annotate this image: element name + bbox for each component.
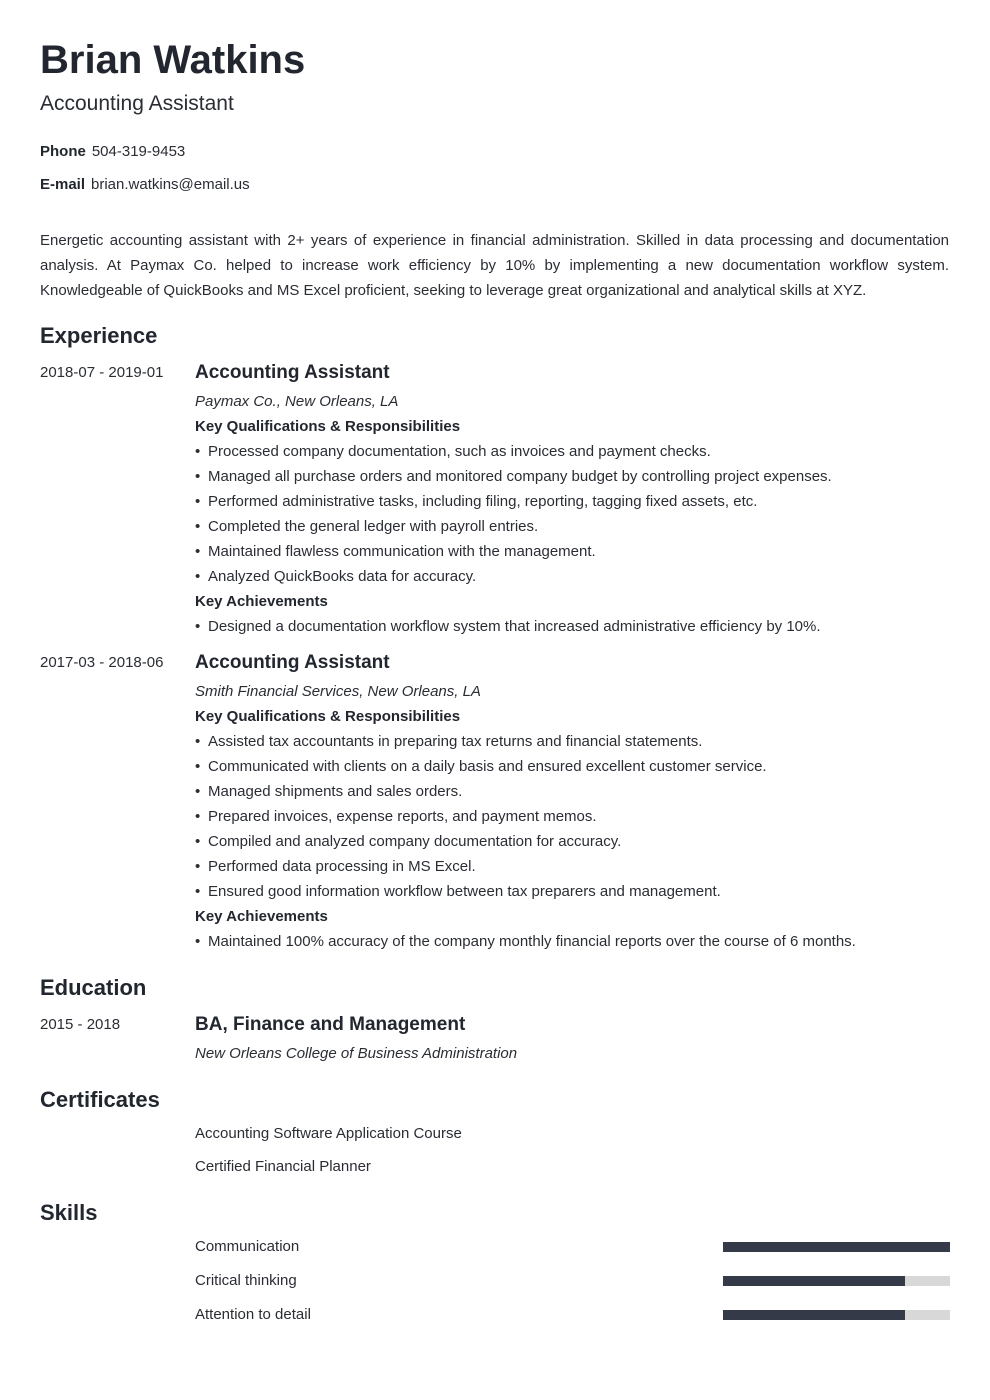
contact-phone [40, 142, 185, 162]
section-heading-experience: Experience [40, 323, 158, 348]
job-dates: 2017-03 - 2018-06 [40, 654, 164, 671]
list-item: • Compiled and analyzed company documentation for accuracy. [195, 833, 622, 850]
certificate-item: Accounting Software Application Course [195, 1125, 462, 1142]
list-item: • Communicated with clients on a daily basis and ensured excellent customer service. [195, 758, 767, 775]
list-item: • Maintained flawless communication with the management. [195, 543, 596, 560]
phone-label: Phone [40, 143, 86, 160]
phone-value: 504-319-9453 [91, 143, 186, 160]
list-item: • Maintained 100% accuracy of the company monthly financial reports over the course of 6 months. [195, 933, 856, 950]
qualifications-heading: Key Qualifications & Responsibilities [195, 418, 461, 435]
skill-label: Attention to detail [195, 1306, 311, 1323]
profile-summary: Energetic accounting assistant with 2+ years of experience in financial administration. Skilled in data processing and documentation analysis. At Paymax Co. helped to increase work efficiency by 10% by implementing a new documentation workflow system. Knowledgeable of QuickBooks and MS Excel proficient, seeking to leverage great organizational and analytical skills at XYZ. [40, 232, 949, 299]
education-dates: 2015 - 2018 [40, 1016, 121, 1033]
job-company: Paymax Co., New Orleans, LA [195, 393, 399, 410]
skill-level-bar [723, 1310, 950, 1320]
skill-level-fill [723, 1310, 905, 1320]
candidate-title: Accounting Assistant [40, 92, 234, 115]
list-item: • Completed the general ledger with payroll entries. [195, 518, 539, 535]
skill-level-fill [723, 1276, 905, 1286]
list-item: • Prepared invoices, expense reports, and payment memos. [195, 808, 597, 825]
skill-level-fill [723, 1242, 950, 1252]
list-item: • Analyzed QuickBooks data for accuracy. [195, 568, 477, 585]
job-title: Accounting Assistant [195, 362, 390, 383]
education-school: New Orleans College of Business Administration [195, 1045, 518, 1062]
candidate-name: Brian Watkins [40, 38, 306, 82]
email-label: E-mail [40, 176, 86, 193]
skill-label: Critical thinking [195, 1272, 297, 1289]
education-degree: BA, Finance and Management [195, 1014, 466, 1035]
qualifications-heading: Key Qualifications & Responsibilities [195, 708, 461, 725]
job-dates: 2018-07 - 2019-01 [40, 364, 164, 381]
list-item: • Managed shipments and sales orders. [195, 783, 463, 800]
section-heading-education: Education [40, 975, 147, 1000]
list-item: • Ensured good information workflow between tax preparers and management. [195, 883, 721, 900]
list-item: • Assisted tax accountants in preparing tax returns and financial statements. [195, 733, 703, 750]
achievements-heading: Key Achievements [195, 908, 328, 925]
contact-email [40, 175, 250, 195]
section-heading-certificates: Certificates [40, 1087, 160, 1112]
skill-label: Communication [195, 1238, 300, 1255]
list-item: • Processed company documentation, such as invoices and payment checks. [195, 443, 711, 460]
skill-level-bar [723, 1276, 950, 1286]
list-item: • Performed data processing in MS Excel. [195, 858, 476, 875]
list-item: • Performed administrative tasks, including filing, reporting, tagging fixed assets, etc. [195, 493, 758, 510]
job-company: Smith Financial Services, New Orleans, LA [195, 683, 481, 700]
job-title: Accounting Assistant [195, 652, 390, 673]
certificate-item: Certified Financial Planner [195, 1158, 371, 1175]
section-heading-skills: Skills [40, 1200, 98, 1225]
skill-level-bar [723, 1242, 950, 1252]
email-value: brian.watkins@email.us [91, 176, 250, 193]
list-item: • Designed a documentation workflow system that increased administrative efficiency by 10%. [195, 618, 821, 635]
list-item: • Managed all purchase orders and monitored company budget by controlling project expenses. [195, 468, 832, 485]
achievements-heading: Key Achievements [195, 593, 328, 610]
